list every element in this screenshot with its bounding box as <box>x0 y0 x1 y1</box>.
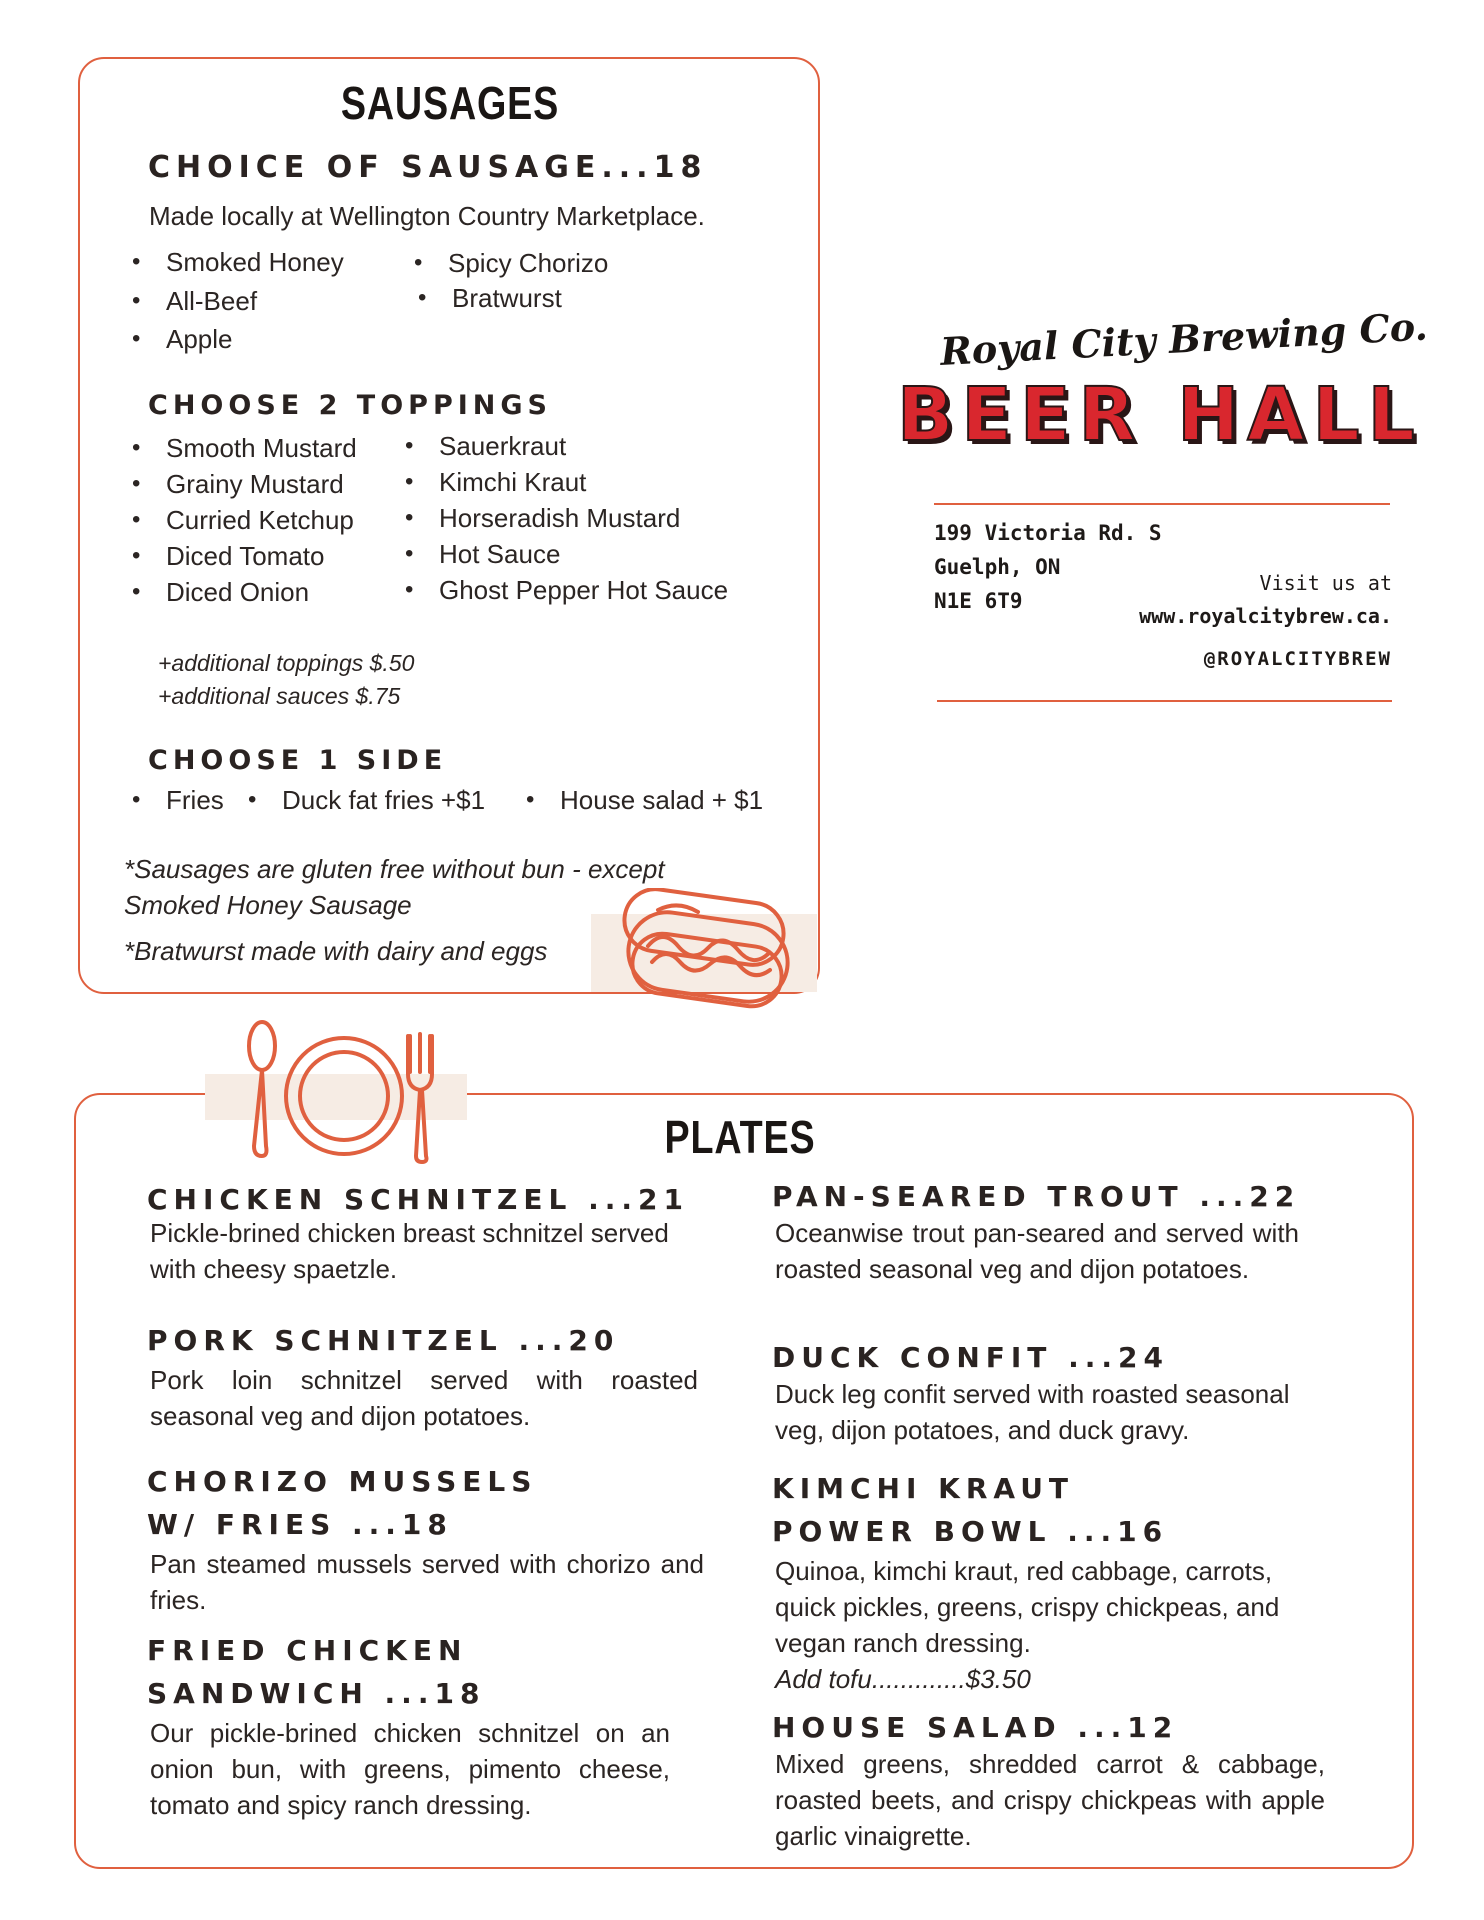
brand-divider-top <box>934 503 1390 505</box>
additional-sauces-note: +additional sauces $.75 <box>158 683 401 709</box>
list-item: • Sauerkraut <box>439 431 566 461</box>
chorizo-mussels-desc: Pan steamed mussels served with chorizo and fries. <box>150 1549 704 1615</box>
pork-schnitzel-desc: Pork loin schnitzel served with roasted seasonal veg and dijon potatoes. <box>150 1365 698 1431</box>
additional-toppings-note: +additional toppings $.50 <box>158 650 415 676</box>
list-item: • Diced Tomato <box>166 541 325 571</box>
fried-chicken-heading-cont: SANDWICH ...18 <box>147 1677 486 1710</box>
list-item: • Hot Sauce <box>439 539 560 569</box>
list-item: • Horseradish Mustard <box>439 503 680 533</box>
chorizo-mussels-heading-cont: W/ FRIES ...18 <box>147 1508 453 1541</box>
address-line1: 199 Victoria Rd. S <box>934 521 1162 545</box>
add-tofu-note: Add tofu.............$3.50 <box>775 1664 1031 1694</box>
bratwurst-note: *Bratwurst made with dairy and eggs <box>124 936 548 966</box>
power-bowl-heading: KIMCHI KRAUT <box>772 1472 1075 1505</box>
brand-script-name: Royal City Brewing Co. <box>939 303 1429 374</box>
social-handle[interactable]: @ROYALCITYBREW <box>1203 648 1392 670</box>
list-item: • Ghost Pepper Hot Sauce <box>439 575 728 605</box>
list-item: • Curried Ketchup <box>166 505 354 535</box>
power-bowl-heading-cont: POWER BOWL ...16 <box>772 1515 1169 1548</box>
list-item: • Spicy Chorizo <box>448 248 608 278</box>
list-item: • House salad + $1 <box>560 785 763 815</box>
chorizo-mussels-heading: CHORIZO MUSSELS <box>147 1465 538 1498</box>
duck-confit-heading: DUCK CONFIT ...24 <box>772 1341 1170 1374</box>
gluten-free-note-cont: Smoked Honey Sausage <box>124 890 412 920</box>
brand-divider-bottom <box>937 700 1392 702</box>
address-line2: Guelph, ON <box>934 555 1061 579</box>
list-item: • Smooth Mustard <box>166 433 357 463</box>
beer-hall-logo: BEER HALL <box>897 372 1423 458</box>
list-item: • All-Beef <box>166 286 257 316</box>
fried-chicken-desc: Our pickle-brined chicken schnitzel on an onion bun, with greens, pimento cheese, tomato and spicy ranch dressing. <box>150 1718 670 1820</box>
gluten-free-note: *Sausages are gluten free without bun - except <box>124 854 665 884</box>
house-salad-heading: HOUSE SALAD ...12 <box>772 1711 1179 1744</box>
pan-seared-trout-desc: Oceanwise trout pan-seared and served with roasted seasonal veg and dijon potatoes. <box>775 1218 1299 1284</box>
pork-schnitzel-heading: PORK SCHNITZEL ...20 <box>147 1324 620 1357</box>
list-item: • Duck fat fries +$1 <box>282 785 485 815</box>
list-item: • Smoked Honey <box>166 247 344 277</box>
chicken-schnitzel-desc: Pickle-brined chicken breast schnitzel served with cheesy spaetzle. <box>150 1218 669 1284</box>
choice-of-sausage-desc: Made locally at Wellington Country Marketplace. <box>149 201 705 231</box>
utensils-icon <box>238 1016 442 1168</box>
list-item: • Apple <box>166 324 233 354</box>
list-item: • Kimchi Kraut <box>439 467 586 497</box>
power-bowl-desc: Quinoa, kimchi kraut, red cabbage, carrots, quick pickles, greens, crispy chickpeas, and vegan ranch dressing. <box>775 1556 1280 1658</box>
website-link[interactable]: www.royalcitybrew.ca. <box>1139 604 1392 628</box>
house-salad-desc: Mixed greens, shredded carrot & cabbage, roasted beets, and crispy chickpeas with apple garlic vinaigrette. <box>775 1749 1325 1851</box>
address-line3: N1E 6T9 <box>934 589 1023 613</box>
toppings-heading: CHOOSE 2 TOPPINGS <box>148 390 552 421</box>
duck-confit-desc: Duck leg confit served with roasted seasonal veg, dijon potatoes, and duck gravy. <box>775 1379 1290 1445</box>
pan-seared-trout-heading: PAN-SEARED TROUT ...22 <box>772 1180 1301 1213</box>
list-item: • Fries <box>166 785 224 815</box>
visit-label: Visit us at <box>1259 571 1392 595</box>
side-heading: CHOOSE 1 SIDE <box>148 745 448 776</box>
hotdog-icon <box>618 888 798 1028</box>
choice-of-sausage-heading: CHOICE OF SAUSAGE...18 <box>148 150 708 185</box>
plates-title: PLATES <box>664 1111 816 1163</box>
chicken-schnitzel-heading: CHICKEN SCHNITZEL ...21 <box>147 1183 689 1216</box>
sausages-title: SAUSAGES <box>340 77 560 129</box>
list-item: • Diced Onion <box>166 577 309 607</box>
list-item: • Bratwurst <box>452 283 562 313</box>
fried-chicken-heading: FRIED CHICKEN <box>147 1634 468 1667</box>
list-item: • Grainy Mustard <box>166 469 344 499</box>
